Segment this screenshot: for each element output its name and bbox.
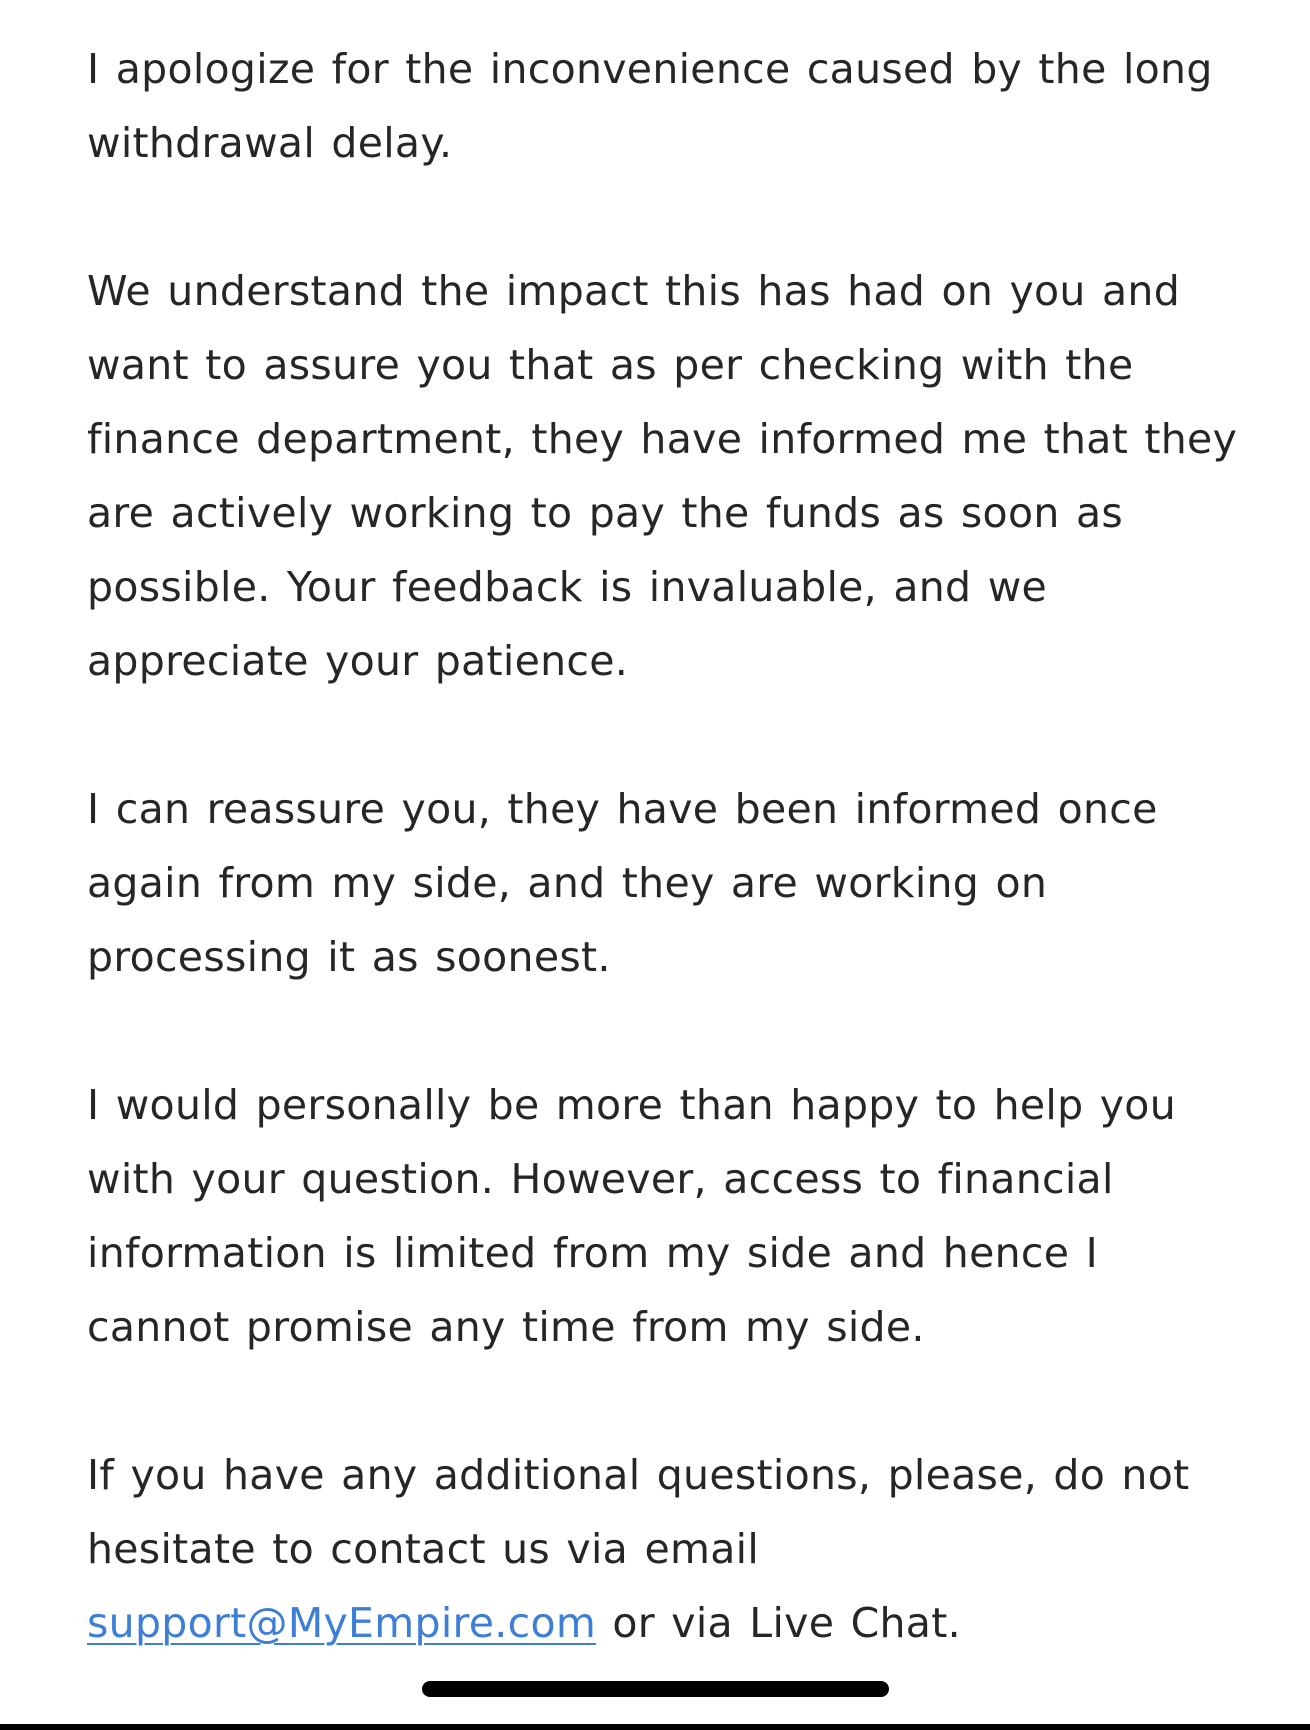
message-paragraph-limitation: I would personally be more than happy to help you with your question. However, access to financial information is limited from my side and hence I cannot promise any time from my side. <box>87 1081 1176 1351</box>
contact-text-after: or via Live Chat. <box>596 1599 961 1647</box>
message-paragraph-contact <box>87 1438 1247 1660</box>
contact-text-before: If you have any additional questions, please, do not hesitate to contact us via email <box>87 1451 1190 1573</box>
message-paragraph-reassure: I can reassure you, they have been informed once again from my side, and they are working on processing it as soonest. <box>87 785 1158 981</box>
message-paragraph-assurance: We understand the impact this has had on you and want to assure you that as per checking with the finance department, they have informed me that they are actively working to pay the funds as soon as possible. Your feedback is invaluable, and we appreciate your patience. <box>87 267 1238 685</box>
home-indicator[interactable] <box>422 1681 889 1697</box>
support-email-link[interactable]: support@MyEmpire.com <box>87 1599 597 1647</box>
bottom-edge-bar <box>0 1724 1310 1730</box>
message-paragraph-apology: I apologize for the inconvenience caused by the long withdrawal delay. <box>87 45 1213 167</box>
message-body <box>87 32 1247 1660</box>
